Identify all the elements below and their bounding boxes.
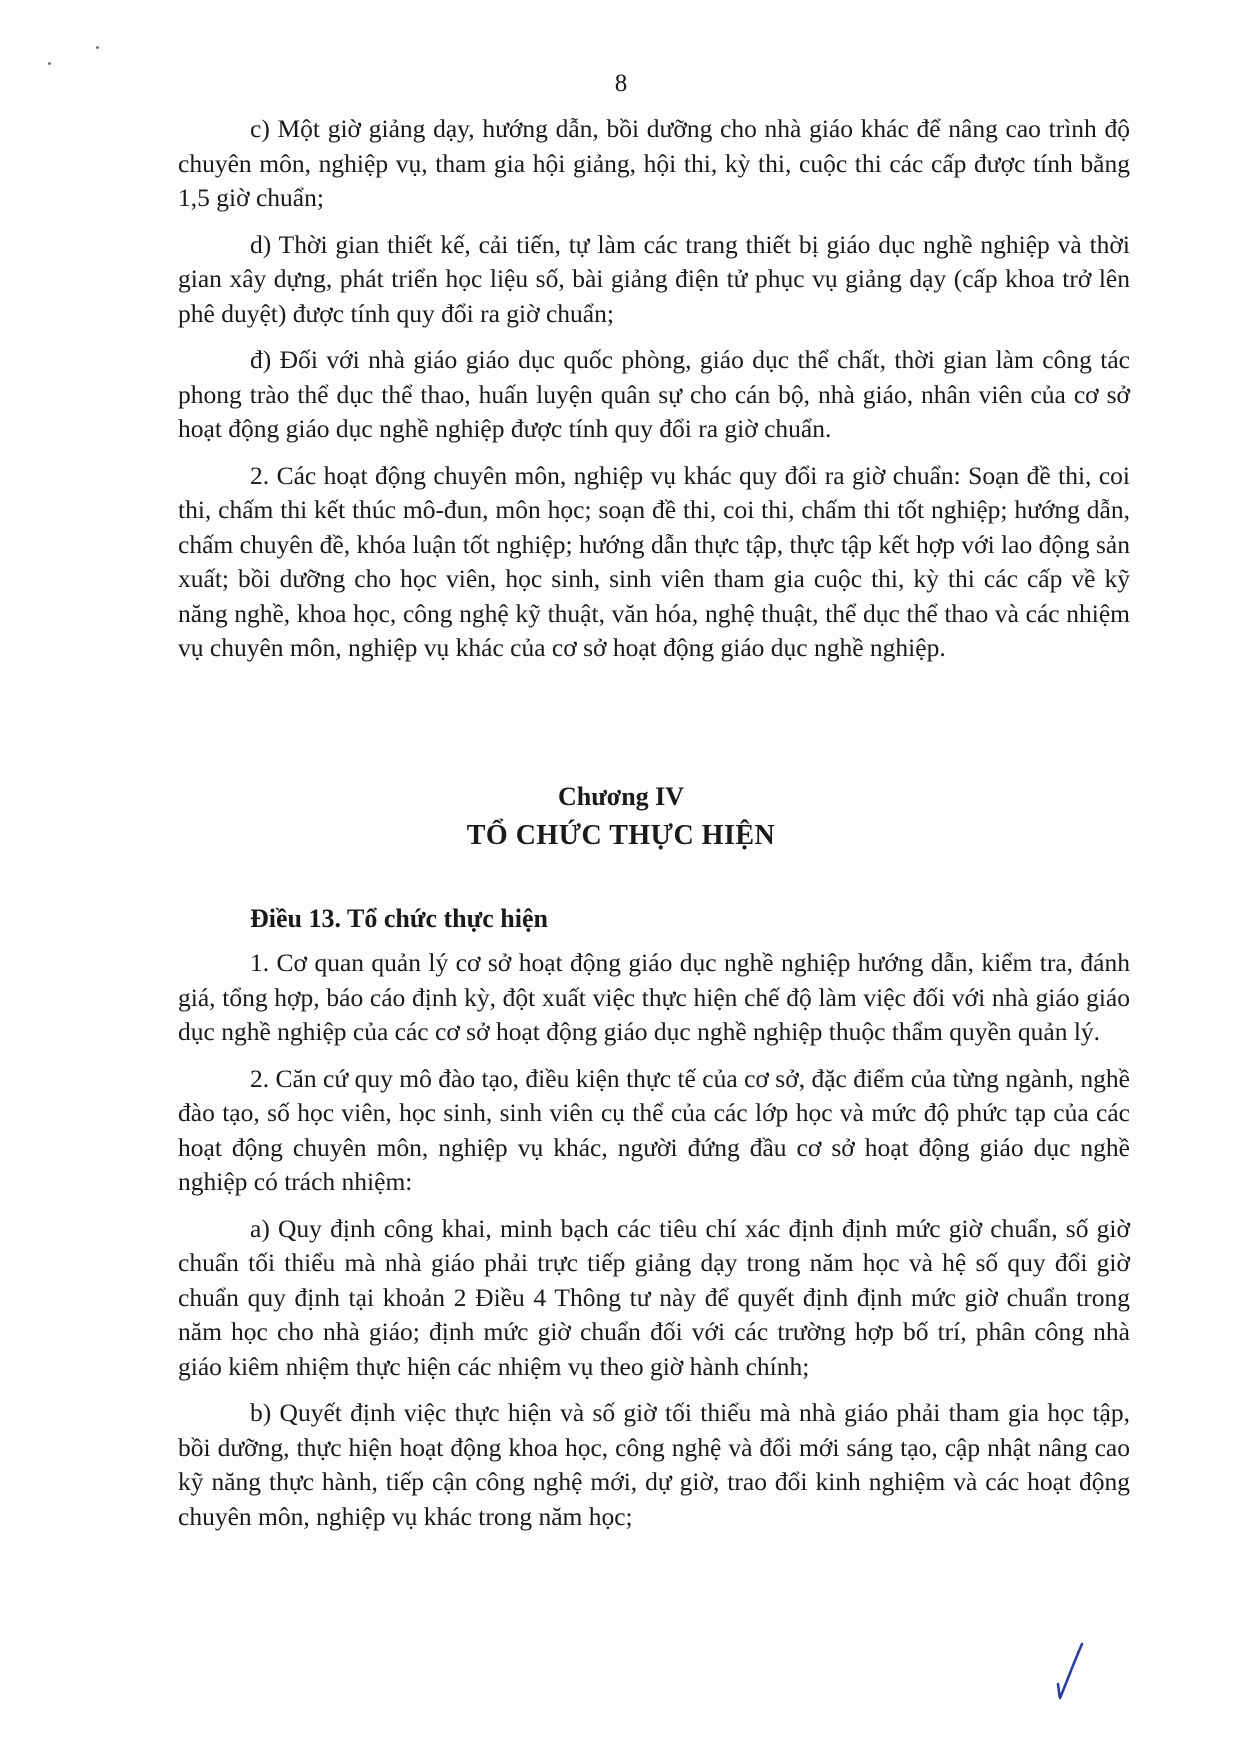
scan-speck bbox=[96, 46, 99, 49]
article-13-point-a: a) Quy định công khai, minh bạch các tiêu chí xác định định mức giờ chuẩn, số giờ chuẩn tối thiểu mà nhà giáo phải trực tiếp giảng dạy trong năm học và hệ số quy đổi giờ chuẩn quy định tại khoản 2 Điều 4 Thông tư này để quyết định định mức giờ chuẩn trong năm học cho nhà giáo; định mức giờ chuẩn đối với các trường hợp bố trí, phân công nhà giáo kiêm nhiệm thực hiện các nhiệm vụ theo giờ hành chính; bbox=[178, 1213, 1130, 1381]
article-13 bbox=[178, 902, 1130, 1534]
article-13-clause-2: 2. Căn cứ quy mô đào tạo, điều kiện thực tế của cơ sở, đặc điểm của từng ngành, nghề đào tạo, số học viên, học sinh, sinh viên cụ thể của các lớp học và mức độ phức tạp của các hoạt động chuyên môn, nghiệp vụ khác, người đứng đầu cơ sở hoạt động giáo dục nghề nghiệp có trách nhiệm: bbox=[178, 1063, 1130, 1196]
article-13-point-b: b) Quyết định việc thực hiện và số giờ tối thiểu mà nhà giáo phải tham gia học tập, bồi dưỡng, thực hiện hoạt động khoa học, công nghệ và đổi mới sáng tạo, cập nhật nâng cao kỹ năng thực hành, tiếp cận công nghệ mới, dự giờ, trao đổi kinh nghiệm và các hoạt động chuyên môn, nghiệp vụ khác trong năm học; bbox=[178, 1398, 1130, 1531]
article-13-clause-1: 1. Cơ quan quản lý cơ sở hoạt động giáo dục nghề nghiệp hướng dẫn, kiểm tra, đánh giá, tổng hợp, báo cáo định kỳ, đột xuất việc thực hiện chế độ làm việc đối với nhà giáo giáo dục nghề nghiệp của các cơ sở hoạt động giáo dục nghề nghiệp thuộc thẩm quyền quản lý. bbox=[178, 948, 1130, 1046]
chapter-label: Chương IV bbox=[557, 782, 685, 811]
paragraph-point-dd: đ) Đối với nhà giáo giáo dục quốc phòng, giáo dục thể chất, thời gian làm công tác phong trào thể dục thể thao, huấn luyện quân sự cho cán bộ, nhà giáo, nhân viên của cơ sở hoạt động giáo dục nghề nghiệp được tính quy đổi ra giờ chuẩn. bbox=[178, 345, 1130, 443]
paragraph-clause-2: 2. Các hoạt động chuyên môn, nghiệp vụ khác quy đổi ra giờ chuẩn: Soạn đề thi, coi thi, chấm thi kết thúc mô-đun, môn học; soạn đề thi, coi thi, chấm thi tốt nghiệp; hướng dẫn, chấm chuyên đề, khóa luận tốt nghiệp; hướng dẫn thực tập, thực tập kết hợp với lao động sản xuất; bồi dưỡng cho học viên, học sinh, sinh viên tham gia cuộc thi, kỳ thi các cấp về kỹ năng nghề, khoa học, công nghệ kỹ thuật, văn hóa, nghệ thuật, thể dục thể thao và các nhiệm vụ chuyên môn, nghiệp vụ khác của cơ sở hoạt động giáo dục nghề nghiệp. bbox=[178, 460, 1130, 662]
section-point-1-continued bbox=[178, 112, 1130, 666]
article-heading: Điều 13. Tổ chức thực hiện bbox=[250, 904, 548, 933]
pen-checkmark-icon bbox=[1048, 1640, 1088, 1707]
paragraph-point-d: d) Thời gian thiết kế, cải tiến, tự làm các trang thiết bị giáo dục nghề nghiệp và thời gian xây dựng, phát triển học liệu số, bài giảng điện tử phục vụ giảng dạy (cấp khoa trở lên phê duyệt) được tính quy đổi ra giờ chuẩn; bbox=[178, 229, 1130, 328]
chapter-title: TỔ CHỨC THỰC HIỆN bbox=[466, 820, 776, 851]
paragraph-point-c: c) Một giờ giảng dạy, hướng dẫn, bồi dưỡng cho nhà giáo khác để nâng cao trình độ chuyên môn, nghiệp vụ, tham gia hội giảng, hội thi, kỳ thi, cuộc thi các cấp được tính bằng 1,5 giờ chuẩn; bbox=[178, 114, 1130, 212]
scan-speck bbox=[48, 62, 51, 65]
page-number: 8 bbox=[614, 70, 628, 97]
